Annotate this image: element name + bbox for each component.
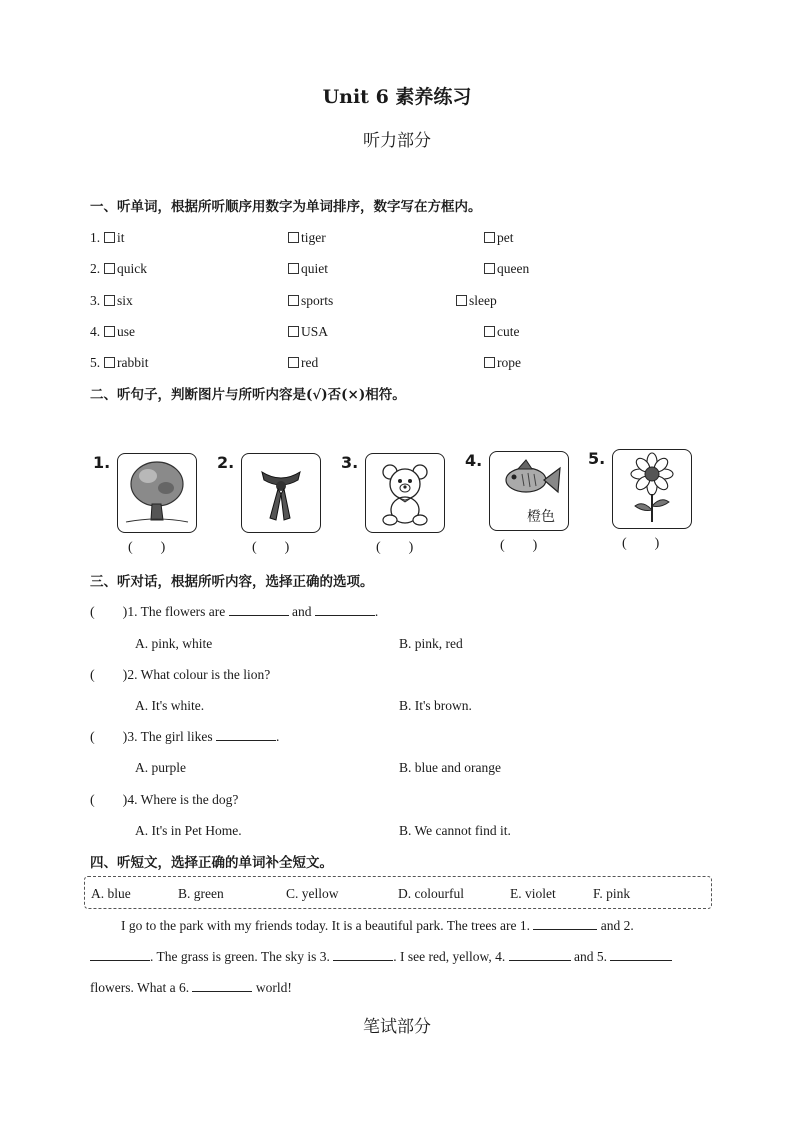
word-item[interactable]: rope [484,355,521,371]
answer-blank[interactable] [533,929,597,930]
answer-box[interactable] [288,295,299,306]
picture-number: 4. [465,451,483,470]
answer-blank[interactable] [229,615,289,616]
answer-blank[interactable] [333,960,393,961]
answer-blank[interactable] [216,740,276,741]
answer-blank[interactable] [192,991,252,992]
word-item[interactable]: sleep [456,293,497,309]
passage-line: flowers. What a 6. world! [90,980,292,995]
option-a: A. It's in Pet Home. [135,823,242,838]
answer-box[interactable] [104,232,115,243]
answer-box[interactable] [484,357,495,368]
word-item[interactable]: quick [104,261,147,277]
option-b: B. pink, red [399,636,463,651]
section1-heading: 一、听单词，根据所听顺序用数字为单词排序，数字写在方框内。 [90,199,482,215]
answer-box[interactable] [456,295,467,306]
word-option: B. green [178,886,224,901]
teddy-bear-icon [365,453,445,533]
answer-paren[interactable]: ( ) [90,730,128,745]
answer-paren[interactable]: ( ) [376,540,414,555]
option-b: B. blue and orange [399,760,501,775]
answer-box[interactable] [288,263,299,274]
answer-box[interactable] [288,232,299,243]
answer-blank[interactable] [90,960,150,961]
flower-icon [612,449,692,529]
tree-icon [117,453,197,533]
section3-heading: 三、听对话，根据所听内容，选择正确的选项。 [90,574,374,590]
word-option: D. colourful [398,886,464,901]
word-option: A. blue [91,886,131,901]
passage-line: . The grass is green. The sky is 3. . I see red, yellow, 4. and 5. [90,949,672,965]
section2-heading: 二、听句子，判断图片与所听内容是(√)否(×)相符。 [90,387,406,403]
answer-paren[interactable]: ( ) [622,536,660,551]
row-number: 5. [90,355,101,370]
row-number: 3. [90,293,101,308]
word-item[interactable]: sports [288,293,333,309]
answer-box[interactable] [104,357,115,368]
answer-paren[interactable]: ( ) [90,793,128,808]
answer-box[interactable] [288,357,299,368]
word-option: C. yellow [286,886,339,901]
word-item[interactable]: quiet [288,261,328,277]
answer-paren[interactable]: ( ) [252,540,290,555]
answer-paren[interactable]: ( ) [90,668,128,683]
option-a: A. It's white. [135,698,205,713]
question-row: ( )2. What colour is the lion? [90,667,271,683]
picture-number: 1. [93,453,111,472]
word-item[interactable]: pet [484,230,514,246]
word-item[interactable]: six [104,293,133,309]
written-part-title: 笔试部分 [363,1017,431,1037]
word-item[interactable]: USA [288,324,328,340]
answer-paren[interactable]: ( ) [500,538,538,553]
answer-box[interactable] [484,232,495,243]
answer-paren[interactable]: ( ) [90,605,128,620]
answer-blank[interactable] [509,960,571,961]
answer-box[interactable] [104,326,115,337]
word-item[interactable]: it [104,230,125,246]
word-item[interactable]: queen [484,261,529,277]
word-item[interactable]: rabbit [104,355,149,371]
answer-blank[interactable] [610,960,672,961]
scarf-icon [241,453,321,533]
answer-box[interactable] [104,263,115,274]
answer-box[interactable] [484,263,495,274]
word-option: F. pink [593,886,631,901]
option-b: B. We cannot find it. [399,823,511,838]
answer-paren[interactable]: ( ) [128,540,166,555]
answer-box[interactable] [288,326,299,337]
section4-heading: 四、听短文，选择正确的单词补全短文。 [90,855,333,871]
word-item[interactable]: use [104,324,135,340]
picture-number: 3. [341,453,359,472]
option-b: B. It's brown. [399,698,472,713]
answer-box[interactable] [104,295,115,306]
question-row: ( )1. The flowers are and . [90,604,379,620]
question-row: ( )4. Where is the dog? [90,792,239,808]
word-item[interactable]: cute [484,324,520,340]
option-a: A. pink, white [135,636,213,651]
page-title: Unit 6 素养练习 [322,86,472,108]
option-a: A. purple [135,760,186,775]
listening-part-title: 听力部分 [363,131,431,151]
row-number: 1. [90,230,101,245]
picture-number: 5. [588,449,606,468]
picture-number: 2. [217,453,235,472]
answer-box[interactable] [484,326,495,337]
answer-blank[interactable] [315,615,375,616]
picture-caption: 橙色 [527,509,555,525]
question-row: ( )3. The girl likes . [90,729,280,745]
row-number: 4. [90,324,101,339]
word-item[interactable]: tiger [288,230,326,246]
word-option: E. violet [510,886,556,901]
word-item[interactable]: red [288,355,318,371]
row-number: 2. [90,261,101,276]
passage-line: I go to the park with my friends today. It is a beautiful park. The trees are 1. and 2. [121,918,634,933]
